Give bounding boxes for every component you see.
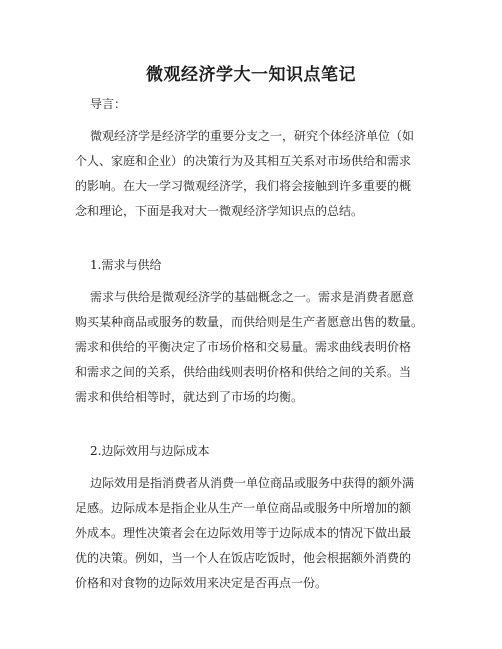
section-1-line-3: 需求和供给的平衡决定了市场价格和交易量。需求曲线表明价格 <box>75 340 412 354</box>
section-1-line-5: 需求和供给相等时，就达到了市场的均衡。 <box>75 390 304 404</box>
section-1-line-4: 和需求之间的关系，供给曲线则表明价格和供给之间的关系。当 <box>75 365 412 379</box>
section-2-line-1: 边际效用是指消费者从消费一单位商品或服务中获得的额外满 <box>90 476 415 490</box>
section-heading-2: 2.边际效用与边际成本 <box>90 444 210 458</box>
section-1-line-2: 购买某种商品或服务的数量，而供给则是生产者愿意出售的数量。 <box>75 315 424 329</box>
intro-line-2: 个人、家庭和企业）的决策行为及其相互关系对市场供给和需求 <box>75 154 412 168</box>
section-2-line-5: 价格和对食物的边际效用来决定是否再点一份。 <box>75 576 328 590</box>
intro-line-1: 微观经济学是经济学的重要分支之一，研究个体经济单位（如 <box>90 129 415 143</box>
intro-line-3: 的影响。在大一学习微观经济学，我们将会接触到许多重要的概 <box>75 179 412 193</box>
section-1-line-1: 需求与供给是微观经济学的基础概念之一。需求是消费者愿意 <box>90 290 415 304</box>
section-2-line-4: 优的决策。例如，当一个人在饭店吃饭时，他会根据额外消费的 <box>75 551 412 565</box>
section-heading-1: 1.需求与供给 <box>90 258 162 272</box>
section-2-line-3: 外成本。理性决策者会在边际效用等于边际成本的情况下做出最 <box>75 526 412 540</box>
intro-line-4: 念和理论，下面是我对大一微观经济学知识点的总结。 <box>75 204 364 218</box>
page-title: 微观经济学大一知识点笔记 <box>146 65 356 85</box>
intro-label: 导言： <box>90 97 127 111</box>
section-2-line-2: 足感。边际成本是指企业从生产一单位商品或服务中所增加的额 <box>75 501 412 515</box>
